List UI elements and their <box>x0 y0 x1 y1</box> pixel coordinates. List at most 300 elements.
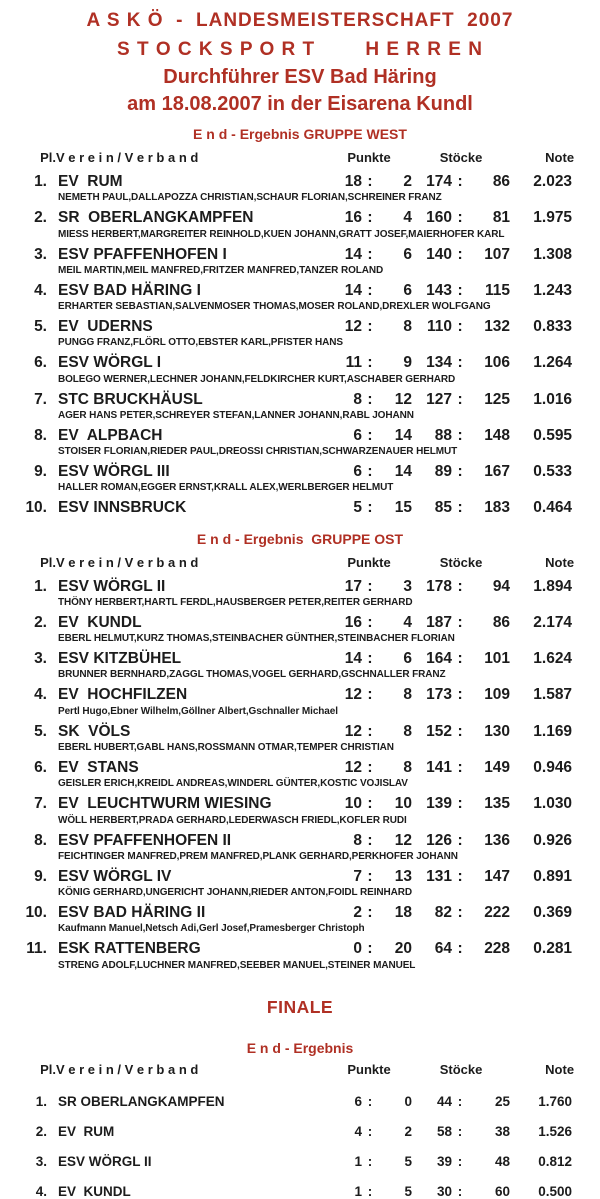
finale-title: FINALE <box>266 996 334 1017</box>
punkte-separator: : <box>367 650 373 668</box>
punkte-separator: : <box>367 354 373 372</box>
note-value: 0.500 <box>538 1184 573 1199</box>
note-value: 1.526 <box>538 1123 573 1139</box>
players-list: MEIL MARTIN,MEIL MANFRED,FRITZER MANFRED,TANZER ROLAND <box>58 264 384 276</box>
players-row <box>22 335 574 348</box>
stoecke-for: 85 <box>434 499 453 517</box>
stoecke-for: 134 <box>426 354 453 372</box>
punkte-separator: : <box>367 686 373 704</box>
stoecke-for: 58 <box>437 1123 453 1139</box>
punkte-separator: : <box>367 1123 373 1139</box>
col-header-verein: V e r e i n / V e r b a n d <box>56 554 199 570</box>
stoecke-against: 109 <box>484 686 511 704</box>
finale-table <box>22 1062 574 1199</box>
punkte-for: 12 <box>344 758 362 776</box>
place-number: 1. <box>34 577 47 595</box>
col-header-stoecke: Stöcke <box>439 554 483 570</box>
stoecke-for: 44 <box>437 1093 453 1109</box>
punkte-separator: : <box>367 1153 373 1169</box>
punkte-for: 1 <box>354 1153 362 1169</box>
stoecke-separator: : <box>457 281 463 299</box>
stoecke-against: 94 <box>492 577 511 595</box>
note-value: 0.281 <box>533 940 573 958</box>
place-number: 2. <box>34 613 47 631</box>
team-row <box>22 1109 574 1139</box>
stoecke-against: 125 <box>484 390 511 408</box>
group-ost-table <box>22 555 574 971</box>
place-number: 8. <box>34 426 47 444</box>
stoecke-separator: : <box>457 722 463 740</box>
punkte-separator: : <box>367 499 373 517</box>
players-list: MIESS HERBERT,MARGREITER REINHOLD,KUEN JOHANN,GRATT JOSEF,MAIERHOFER KARL <box>58 228 505 240</box>
punkte-separator: : <box>367 463 373 481</box>
title-discipline: S T O C K S P O R T H E R R E N <box>117 39 483 60</box>
place-number: 7. <box>34 390 47 408</box>
note-value: 1.243 <box>533 281 573 299</box>
stoecke-against: 81 <box>492 209 511 227</box>
players-row <box>22 595 574 608</box>
players-list: EBERL HELMUT,KURZ THOMAS,STEINBACHER GÜNTHER,STEINBACHER FLORIAN <box>58 633 455 645</box>
players-row <box>22 813 574 826</box>
team-name: EV KUNDL <box>58 613 142 631</box>
team-row <box>22 1169 574 1199</box>
stoecke-against: 86 <box>492 613 511 631</box>
team-row <box>22 276 574 299</box>
players-list: THÖNY HERBERT,HARTL FERDL,HAUSBERGER PETER,REITER GERHARD <box>58 596 413 608</box>
players-row <box>22 704 574 717</box>
punkte-for: 14 <box>344 245 362 263</box>
stoecke-against: 136 <box>484 831 511 849</box>
punkte-separator: : <box>367 281 373 299</box>
stoecke-for: 140 <box>426 245 453 263</box>
col-header-verein: V e r e i n / V e r b a n d <box>56 150 199 165</box>
place-number: 4. <box>34 281 47 299</box>
team-row <box>22 240 574 263</box>
col-header-punkte: Punkte <box>347 1061 391 1077</box>
players-indent <box>22 335 56 348</box>
note-value: 1.894 <box>533 577 573 595</box>
note-value: 0.369 <box>533 904 573 922</box>
stoecke-for: 164 <box>426 650 453 668</box>
players-row <box>22 631 574 644</box>
results-document <box>0 10 600 1199</box>
stoecke-separator: : <box>457 426 463 444</box>
punkte-against: 5 <box>404 1153 413 1169</box>
punkte-for: 8 <box>353 831 362 849</box>
team-row <box>22 608 574 631</box>
note-value: 1.308 <box>533 245 573 263</box>
punkte-separator: : <box>367 245 373 263</box>
col-header-verein: V e r e i n / V e r b a n d <box>56 1061 199 1077</box>
punkte-separator: : <box>367 1093 373 1109</box>
players-row <box>22 227 574 240</box>
team-row <box>22 1139 574 1169</box>
punkte-against: 2 <box>403 173 413 190</box>
stoecke-separator: : <box>457 245 463 263</box>
punkte-for: 18 <box>344 173 362 190</box>
players-indent <box>22 299 56 312</box>
team-row <box>22 493 574 516</box>
team-name: EV HOCHFILZEN <box>58 686 188 704</box>
punkte-for: 12 <box>344 686 362 704</box>
players-indent <box>22 263 56 276</box>
note-value: 0.946 <box>533 758 573 776</box>
players-row <box>22 190 574 203</box>
players-list: EBERL HUBERT,GABL HANS,ROSSMANN OTMAR,TEMPER CHRISTIAN <box>58 741 394 753</box>
team-name: ESV WÖRGL II <box>58 577 166 595</box>
punkte-separator: : <box>367 173 373 190</box>
punkte-for: 8 <box>353 390 362 408</box>
punkte-separator: : <box>367 795 373 813</box>
stoecke-separator: : <box>457 831 463 849</box>
team-row <box>22 421 574 444</box>
stoecke-separator: : <box>457 1093 463 1109</box>
punkte-separator: : <box>367 318 373 336</box>
team-name: ESV PFAFFENHOFEN I <box>58 245 227 263</box>
players-row <box>22 372 574 385</box>
group-ost-rows <box>22 572 574 971</box>
col-header-pl: Pl. <box>40 554 56 570</box>
punkte-for: 4 <box>354 1123 362 1139</box>
punkte-against: 6 <box>403 650 413 668</box>
col-header-punkte: Punkte <box>347 150 391 165</box>
team-name: SR OBERLANGKAMPFEN <box>58 1093 225 1109</box>
players-row <box>22 299 574 312</box>
place-number: 4. <box>34 686 47 704</box>
punkte-against: 6 <box>403 245 413 263</box>
team-name: EV RUM <box>58 1123 115 1139</box>
players-indent <box>22 667 56 680</box>
team-name: ESV WÖRGL II <box>58 1153 152 1169</box>
players-list: NEMETH PAUL,DALLAPOZZA CHRISTIAN,SCHAUR FLORIAN,SCHREINER FRANZ <box>58 192 442 204</box>
team-name: ESV WÖRGL III <box>58 463 170 481</box>
stoecke-separator: : <box>457 795 463 813</box>
stoecke-against: 149 <box>484 758 511 776</box>
team-name: EV RUM <box>58 173 123 190</box>
team-name: EV KUNDL <box>58 1184 131 1199</box>
players-row <box>22 667 574 680</box>
col-header-stoecke: Stöcke <box>439 1061 483 1077</box>
stoecke-against: 183 <box>484 499 511 517</box>
team-name: EV STANS <box>58 758 139 776</box>
players-indent <box>22 958 56 971</box>
players-row <box>22 958 574 971</box>
players-list: STOISER FLORIAN,RIEDER PAUL,DREOSSI CHRISTIAN,SCHWARZENAUER HELMUT <box>58 446 458 458</box>
punkte-separator: : <box>367 613 373 631</box>
table-header-row <box>22 150 574 167</box>
punkte-for: 16 <box>344 613 362 631</box>
place-number: 3. <box>34 650 47 668</box>
place-number: 4. <box>35 1184 47 1199</box>
stoecke-separator: : <box>457 499 463 517</box>
place-number: 2. <box>34 209 47 227</box>
team-name: ESK RATTENBERG <box>58 940 201 958</box>
punkte-for: 11 <box>345 354 362 372</box>
title-organizer: Durchführer ESV Bad Häring <box>163 66 437 88</box>
stoecke-separator: : <box>457 354 463 372</box>
players-row <box>22 849 574 862</box>
place-number: 2. <box>35 1123 47 1139</box>
place-number: 8. <box>34 831 47 849</box>
col-header-note: Note <box>545 1061 575 1077</box>
team-name: ESV KITZBÜHEL <box>58 650 182 668</box>
punkte-separator: : <box>367 904 373 922</box>
stoecke-separator: : <box>457 686 463 704</box>
punkte-separator: : <box>367 577 373 595</box>
punkte-against: 4 <box>403 613 413 631</box>
players-indent <box>22 190 56 203</box>
players-list: KÖNIG GERHARD,UNGERICHT JOHANN,RIEDER ANTON,FOIDL REINHARD <box>58 887 413 899</box>
stoecke-for: 88 <box>434 426 453 444</box>
players-row <box>22 921 574 934</box>
players-indent <box>22 595 56 608</box>
punkte-for: 6 <box>353 463 362 481</box>
place-number: 3. <box>34 245 47 263</box>
punkte-separator: : <box>367 722 373 740</box>
table-header-row <box>22 555 574 572</box>
note-value: 0.464 <box>533 499 573 517</box>
players-list: ERHARTER SEBASTIAN,SALVENMOSER THOMAS,MOSER ROLAND,DREXLER WOLFGANG <box>58 301 491 313</box>
group-west-rows <box>22 167 574 517</box>
team-name: SK VÖLS <box>58 722 131 740</box>
players-list: BRUNNER BERNHARD,ZAGGL THOMAS,VOGEL GERHARD,GSCHNALLER FRANZ <box>58 669 446 681</box>
place-number: 1. <box>35 1093 47 1109</box>
players-list: HALLER ROMAN,EGGER ERNST,KRALL ALEX,WERLBERGER HELMUT <box>58 482 394 494</box>
team-name: EV LEUCHTWURM WIESING <box>58 795 272 813</box>
team-row <box>22 826 574 849</box>
title-date-venue: am 18.08.2007 in der Eisarena Kundl <box>127 93 473 115</box>
place-number: 5. <box>34 722 47 740</box>
team-name: ESV BAD HÄRING II <box>58 904 206 922</box>
punkte-for: 17 <box>344 577 362 595</box>
punkte-separator: : <box>367 390 373 408</box>
team-name: SR OBERLANGKAMPFEN <box>58 209 254 227</box>
stoecke-against: 86 <box>492 173 511 190</box>
punkte-against: 13 <box>394 867 413 885</box>
stoecke-for: 89 <box>434 463 453 481</box>
players-list: WÖLL HERBERT,PRADA GERHARD,LEDERWASCH FRIEDL,KOFLER RUDI <box>58 814 407 826</box>
stoecke-separator: : <box>457 1123 463 1139</box>
players-row <box>22 885 574 898</box>
stoecke-for: 139 <box>426 795 453 813</box>
col-header-note: Note <box>545 554 575 570</box>
finale-rows <box>22 1079 574 1199</box>
punkte-against: 15 <box>394 499 413 517</box>
stoecke-for: 126 <box>426 831 453 849</box>
players-list: Kaufmann Manuel,Netsch Adi,Gerl Josef,Pramesberger Christoph <box>58 923 365 935</box>
stoecke-separator: : <box>457 650 463 668</box>
col-header-pl: Pl. <box>40 150 56 165</box>
place-number: 7. <box>34 795 47 813</box>
punkte-against: 2 <box>404 1123 413 1139</box>
punkte-for: 16 <box>344 209 362 227</box>
stoecke-separator: : <box>457 867 463 885</box>
players-list: PUNGG FRANZ,FLÖRL OTTO,EBSTER KARL,PFISTER HANS <box>58 337 343 349</box>
note-value: 0.891 <box>533 867 573 885</box>
players-list: STRENG ADOLF,LUCHNER MANFRED,SEEBER MANUEL,STEINER MANUEL <box>58 959 416 971</box>
punkte-separator: : <box>367 867 373 885</box>
stoecke-against: 132 <box>484 318 511 336</box>
place-number: 11. <box>26 940 47 958</box>
place-number: 9. <box>34 867 47 885</box>
note-value: 1.169 <box>533 722 573 740</box>
players-row <box>22 776 574 789</box>
punkte-separator: : <box>367 209 373 227</box>
players-indent <box>22 227 56 240</box>
team-name: EV ALPBACH <box>58 426 163 444</box>
section-heading-gruppe-ost: E n d - Ergebnis GRUPPE OST <box>196 530 404 547</box>
finale-heading: E n d - Ergebnis <box>246 1039 354 1056</box>
punkte-against: 12 <box>394 831 413 849</box>
note-value: 0.533 <box>533 463 573 481</box>
punkte-for: 6 <box>354 1093 362 1109</box>
players-indent <box>22 885 56 898</box>
section-heading-gruppe-west: E n d - Ergebnis GRUPPE WEST <box>193 126 407 142</box>
punkte-separator: : <box>367 426 373 444</box>
stoecke-separator: : <box>457 463 463 481</box>
group-west-table <box>22 150 574 517</box>
stoecke-separator: : <box>457 940 463 958</box>
punkte-against: 8 <box>403 722 413 740</box>
note-value: 1.975 <box>533 209 573 227</box>
col-header-stoecke: Stöcke <box>439 150 483 165</box>
punkte-against: 12 <box>394 390 413 408</box>
stoecke-for: 178 <box>426 577 453 595</box>
team-name: STC BRUCKHÄUSL <box>58 390 203 408</box>
stoecke-for: 187 <box>426 613 453 631</box>
note-value: 0.812 <box>538 1153 573 1169</box>
stoecke-against: 115 <box>485 281 511 299</box>
punkte-for: 2 <box>353 904 362 922</box>
stoecke-separator: : <box>457 173 463 190</box>
stoecke-separator: : <box>457 1184 463 1199</box>
team-row <box>22 203 574 226</box>
team-row <box>22 385 574 408</box>
players-row <box>22 740 574 753</box>
team-name: ESV WÖRGL I <box>58 354 162 372</box>
stoecke-separator: : <box>457 758 463 776</box>
note-value: 1.587 <box>533 686 573 704</box>
players-row <box>22 408 574 421</box>
note-value: 2.174 <box>533 613 573 631</box>
players-list: AGER HANS PETER,SCHREYER STEFAN,LANNER JOHANN,RABL JOHANN <box>58 409 414 421</box>
stoecke-against: 38 <box>495 1123 511 1139</box>
punkte-against: 8 <box>403 318 413 336</box>
stoecke-for: 141 <box>426 758 453 776</box>
team-row <box>22 644 574 667</box>
note-value: 1.624 <box>533 650 573 668</box>
team-name: ESV INNSBRUCK <box>58 499 187 517</box>
players-row <box>22 444 574 457</box>
punkte-separator: : <box>367 758 373 776</box>
team-row <box>22 898 574 921</box>
team-name: ESV PFAFFENHOFEN II <box>58 831 232 849</box>
note-value: 0.926 <box>533 831 573 849</box>
punkte-against: 20 <box>394 940 413 958</box>
stoecke-for: 143 <box>426 281 453 299</box>
place-number: 6. <box>34 354 47 372</box>
note-value: 0.833 <box>533 318 573 336</box>
note-value: 1.264 <box>533 354 573 372</box>
document-header <box>0 10 600 116</box>
stoecke-for: 39 <box>437 1153 453 1169</box>
note-value: 1.016 <box>533 390 573 408</box>
stoecke-for: 64 <box>434 940 453 958</box>
note-value: 1.030 <box>533 795 573 813</box>
punkte-against: 10 <box>394 795 413 813</box>
place-number: 3. <box>35 1153 47 1169</box>
col-header-pl: Pl. <box>40 1061 56 1077</box>
stoecke-separator: : <box>457 904 463 922</box>
players-indent <box>22 776 56 789</box>
stoecke-against: 101 <box>484 650 511 668</box>
note-value: 2.023 <box>533 173 573 190</box>
players-indent <box>22 444 56 457</box>
stoecke-for: 160 <box>426 209 453 227</box>
punkte-against: 14 <box>394 426 413 444</box>
punkte-against: 8 <box>403 758 413 776</box>
place-number: 6. <box>34 758 47 776</box>
punkte-for: 14 <box>344 281 362 299</box>
team-row <box>22 1079 574 1109</box>
punkte-against: 14 <box>394 463 413 481</box>
stoecke-against: 167 <box>484 463 511 481</box>
players-indent <box>22 849 56 862</box>
title-championship: A S K Ö - LANDESMEISTERSCHAFT 2007 <box>86 10 514 31</box>
stoecke-for: 152 <box>426 722 453 740</box>
punkte-against: 9 <box>403 354 413 372</box>
punkte-against: 4 <box>403 209 413 227</box>
punkte-for: 14 <box>344 650 362 668</box>
stoecke-against: 25 <box>495 1093 511 1109</box>
place-number: 10. <box>25 499 47 517</box>
stoecke-for: 127 <box>426 390 453 408</box>
stoecke-separator: : <box>457 613 463 631</box>
punkte-for: 5 <box>353 499 362 517</box>
players-indent <box>22 480 56 493</box>
stoecke-against: 222 <box>484 904 511 922</box>
stoecke-against: 135 <box>484 795 511 813</box>
punkte-for: 12 <box>344 318 362 336</box>
players-list: GEISLER ERICH,KREIDL ANDREAS,WINDERL GÜNTER,KOSTIC VOJISLAV <box>58 778 408 790</box>
team-row <box>22 572 574 595</box>
place-number: 9. <box>34 463 47 481</box>
col-header-punkte: Punkte <box>347 554 391 570</box>
team-row <box>22 680 574 703</box>
stoecke-separator: : <box>457 318 463 336</box>
players-row <box>22 263 574 276</box>
team-row <box>22 457 574 480</box>
players-indent <box>22 372 56 385</box>
team-name: EV UDERNS <box>58 318 153 336</box>
players-list: BOLEGO WERNER,LECHNER JOHANN,FELDKIRCHER KURT,ASCHABER GERHARD <box>58 373 456 385</box>
stoecke-against: 228 <box>484 940 511 958</box>
punkte-against: 3 <box>403 577 413 595</box>
stoecke-for: 173 <box>426 686 453 704</box>
team-name: ESV BAD HÄRING I <box>58 281 201 299</box>
team-row <box>22 862 574 885</box>
punkte-for: 6 <box>353 426 362 444</box>
punkte-against: 5 <box>404 1184 413 1199</box>
players-indent <box>22 921 56 934</box>
stoecke-separator: : <box>457 577 463 595</box>
players-row <box>22 480 574 493</box>
team-row <box>22 167 574 190</box>
stoecke-against: 147 <box>484 867 511 885</box>
punkte-separator: : <box>367 1184 373 1199</box>
punkte-for: 12 <box>344 722 362 740</box>
team-row <box>22 717 574 740</box>
